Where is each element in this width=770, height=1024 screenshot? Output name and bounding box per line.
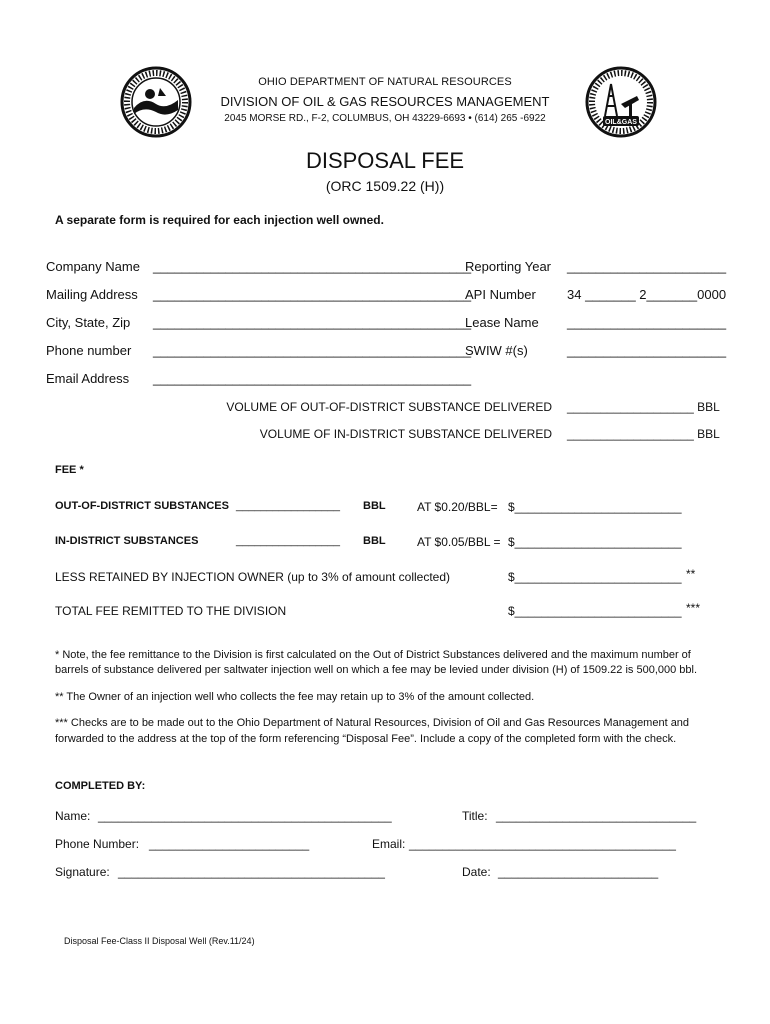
retained-label: LESS RETAINED BY INJECTION OWNER (up to 3% of amount collected) <box>55 570 451 584</box>
note-1-line-1: * Note, the fee remittance to the Division is first calculated on the Out of District Substances delivered and the maximum number of <box>55 649 691 661</box>
phone-number-field[interactable]: ____________________________________________ <box>153 343 472 358</box>
out-of-district-qty-field[interactable]: _________________ <box>236 500 341 512</box>
email-completed-label: Email: <box>372 837 406 851</box>
mailing-address-label: Mailing Address <box>46 287 138 302</box>
signature-field[interactable]: ________________________________________ <box>118 865 385 879</box>
email-completed-field[interactable]: ________________________________________ <box>409 837 676 851</box>
out-of-district-volume-field[interactable]: ___________________ BBL <box>567 400 720 414</box>
phone-number-completed-label: Phone Number: <box>55 837 140 851</box>
name-label: Name: <box>55 809 91 823</box>
email-address-label: Email Address <box>46 371 130 386</box>
title-label: Title: <box>462 809 488 823</box>
svg-text:OIL&GAS: OIL&GAS <box>605 119 637 126</box>
in-district-volume-label: VOLUME OF IN-DISTRICT SUBSTANCE DELIVERED <box>259 427 552 441</box>
separate-form-note: A separate form is required for each injection well owned. <box>55 213 384 227</box>
city-state-zip-field[interactable]: ____________________________________________ <box>153 315 472 330</box>
phone-number-completed-field[interactable]: ________________________ <box>149 837 310 851</box>
swiw-field[interactable]: ______________________ <box>567 343 727 358</box>
reporting-year-field[interactable]: ______________________ <box>567 259 727 274</box>
mailing-address-field[interactable]: ____________________________________________ <box>153 287 472 302</box>
form-revision-footer: Disposal Fee-Class II Disposal Well (Rev.11/24) <box>64 936 255 946</box>
date-label: Date: <box>462 865 491 879</box>
retained-amount-field[interactable]: $_________________________ <box>508 570 682 584</box>
in-district-volume-field[interactable]: ___________________ BBL <box>567 427 720 441</box>
in-rate-label: AT $0.05/BBL = <box>417 535 501 549</box>
api-number-label: API Number <box>465 287 536 302</box>
out-of-district-substances-label: OUT-OF-DISTRICT SUBSTANCES <box>55 500 229 512</box>
form-title: DISPOSAL FEE <box>305 148 465 173</box>
email-address-field[interactable]: ____________________________________________ <box>153 371 472 386</box>
retained-footnote-marker: ** <box>686 567 696 581</box>
total-amount-field[interactable]: $_________________________ <box>508 604 682 618</box>
department-name: OHIO DEPARTMENT OF NATURAL RESOURCES <box>258 76 512 88</box>
note-3-line-1: *** Checks are to be made out to the Ohio Department of Natural Resources, Division of Oil and Gas Resources Management and <box>55 717 690 729</box>
division-name: DIVISION OF OIL & GAS RESOURCES MANAGEMENT <box>220 94 550 109</box>
company-name-label: Company Name <box>46 259 140 274</box>
division-address: 2045 MORSE RD., F-2, COLUMBUS, OH 43229-6693 • (614) 265 -6922 <box>224 113 546 124</box>
in-bbl-label: BBL <box>363 535 386 547</box>
completed-by-heading: COMPLETED BY: <box>55 780 146 792</box>
company-name-field[interactable]: ____________________________________________ <box>153 259 472 274</box>
form-subtitle: (ORC 1509.22 (H)) <box>325 178 445 194</box>
swiw-label: SWIW #(s) <box>465 343 528 358</box>
out-rate-label: AT $0.20/BBL= <box>417 500 498 514</box>
name-field[interactable]: ____________________________________________ <box>98 809 392 823</box>
out-amount-field[interactable]: $_________________________ <box>508 500 682 514</box>
in-district-qty-field[interactable]: _________________ <box>236 535 341 547</box>
signature-label: Signature: <box>55 865 110 879</box>
city-state-zip-label: City, State, Zip <box>46 315 131 330</box>
lease-name-label: Lease Name <box>465 315 539 330</box>
date-field[interactable]: ________________________ <box>498 865 659 879</box>
note-1-line-2: barrels of substance delivered per saltwater injection well on which a fee may be levied under division (H) of 1509.22 is 500,000 bbl. <box>55 664 698 676</box>
fee-heading: FEE * <box>55 464 84 476</box>
in-district-substances-label: IN-DISTRICT SUBSTANCES <box>55 535 199 547</box>
phone-number-label: Phone number <box>46 343 132 358</box>
title-field[interactable]: ______________________________ <box>496 809 697 823</box>
lease-name-field[interactable]: ______________________ <box>567 315 727 330</box>
note-3-line-2: forwarded to the address at the top of the form referencing “Disposal Fee”. Include a copy of the completed form with the check. <box>55 733 677 745</box>
api-number-field[interactable]: 34 _______ 2_______0000 <box>567 287 727 302</box>
in-amount-field[interactable]: $_________________________ <box>508 535 682 549</box>
total-fee-label: TOTAL FEE REMITTED TO THE DIVISION <box>55 604 287 618</box>
out-of-district-volume-label: VOLUME OF OUT-OF-DISTRICT SUBSTANCE DELIVERED <box>226 400 552 414</box>
reporting-year-label: Reporting Year <box>465 259 552 274</box>
total-footnote-marker: *** <box>686 601 701 615</box>
out-bbl-label: BBL <box>363 500 386 512</box>
note-2: ** The Owner of an injection well who collects the fee may retain up to 3% of the amount collected. <box>55 691 535 703</box>
